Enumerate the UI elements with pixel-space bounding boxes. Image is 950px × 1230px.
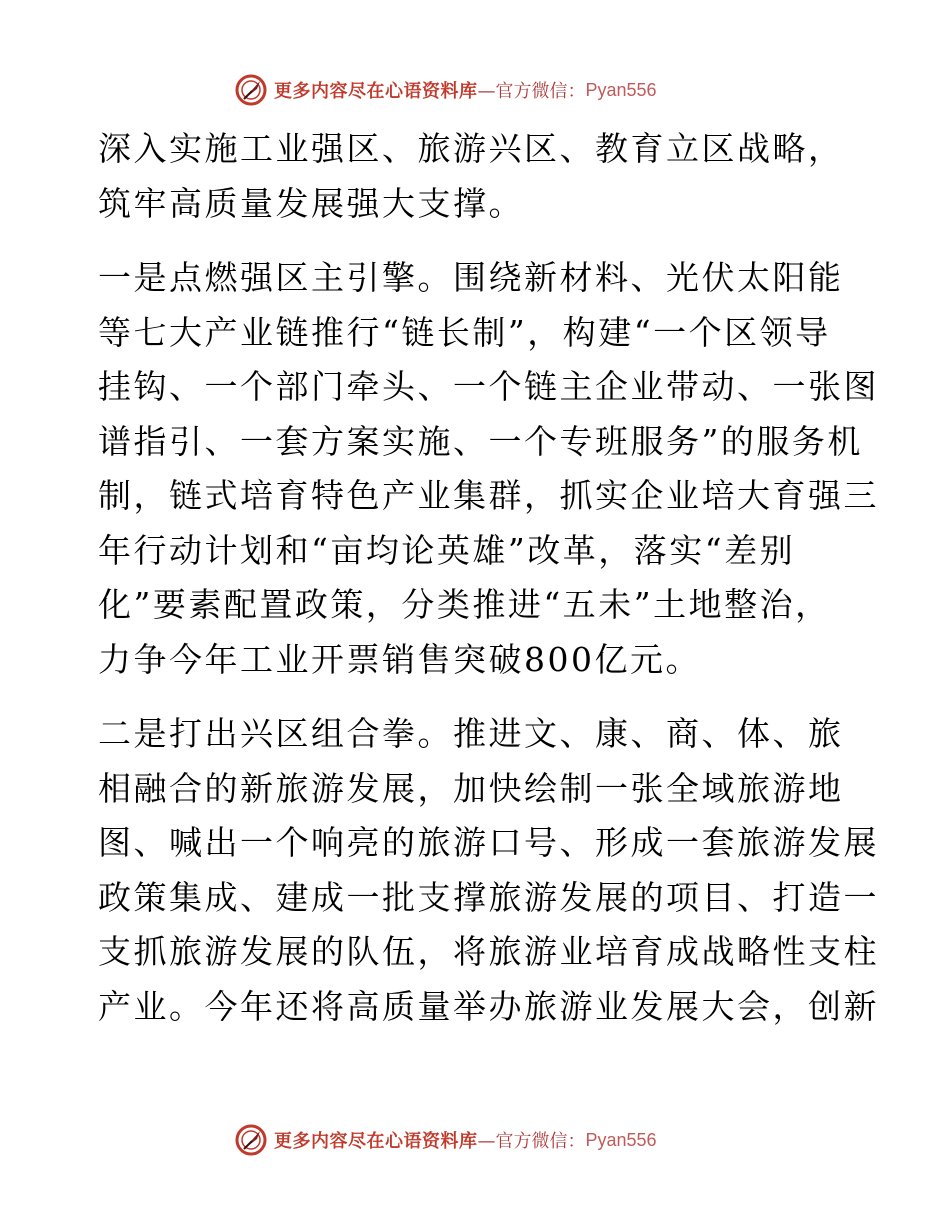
text-line: 等七大产业链推行“链长制”，构建“一个区领导 [98,312,831,352]
text-line: 图、喊出一个响亮的旅游口号、形成一套旅游发展 [98,823,879,862]
quill-logo-icon [234,1123,268,1157]
document-body [98,122,879,1034]
paragraph-tourism [98,707,879,1034]
text-line: 深入实施工业强区、旅游兴区、教育立区战略， [98,129,844,168]
watermark-separator: —官方微信： [477,81,586,102]
text-line: 二是打出兴区组合拳。推进文、康、商、体、旅 [98,714,844,753]
text-line: 谱指引、一套方案实施、一个专班服务”的服务机 [98,421,863,461]
watermark-account: Pyan556 [585,79,657,100]
text-line: 挂钩、一个部门牵头、一个链主企业带动、一张图 [98,367,879,406]
text-line: 政策集成、建成一批支撑旅游发展的项目、打造一 [98,877,879,917]
paragraph-industry [98,251,879,687]
footer-watermark [234,1122,657,1158]
watermark-main-text: 更多内容尽在心语资料库 [274,1131,478,1152]
watermark-main-text: 更多内容尽在心语资料库 [274,81,478,102]
text-line: 相融合的新旅游发展，加快绘制一张全域旅游地 [98,768,844,808]
text-line: 产业。今年还将高质量举办旅游业发展大会，创新 [98,986,879,1026]
text-line: 制，链式培育特色产业集群，抓实企业培大育强三 [98,476,879,515]
watermark-account: Pyan556 [585,1129,657,1150]
text-line: 支抓旅游发展的队伍，将旅游业培育成战略性支柱 [98,932,879,971]
quill-logo-icon [234,73,268,107]
paragraph-intro [98,122,854,231]
text-line: 化”要素配置政策，分类推进“五未”土地整治， [98,585,831,624]
text-line: 筑牢高质量发展强大支撑。 [98,183,524,223]
text-line: 力争今年工业开票销售突破800亿元。 [98,639,701,679]
text-line: 年行动计划和“亩均论英雄”改革，落实“差别 [98,530,796,570]
watermark-separator: —官方微信： [477,1131,586,1152]
header-watermark [234,72,657,108]
text-line: 一是点燃强区主引擎。围绕新材料、光伏太阳能 [98,258,844,297]
